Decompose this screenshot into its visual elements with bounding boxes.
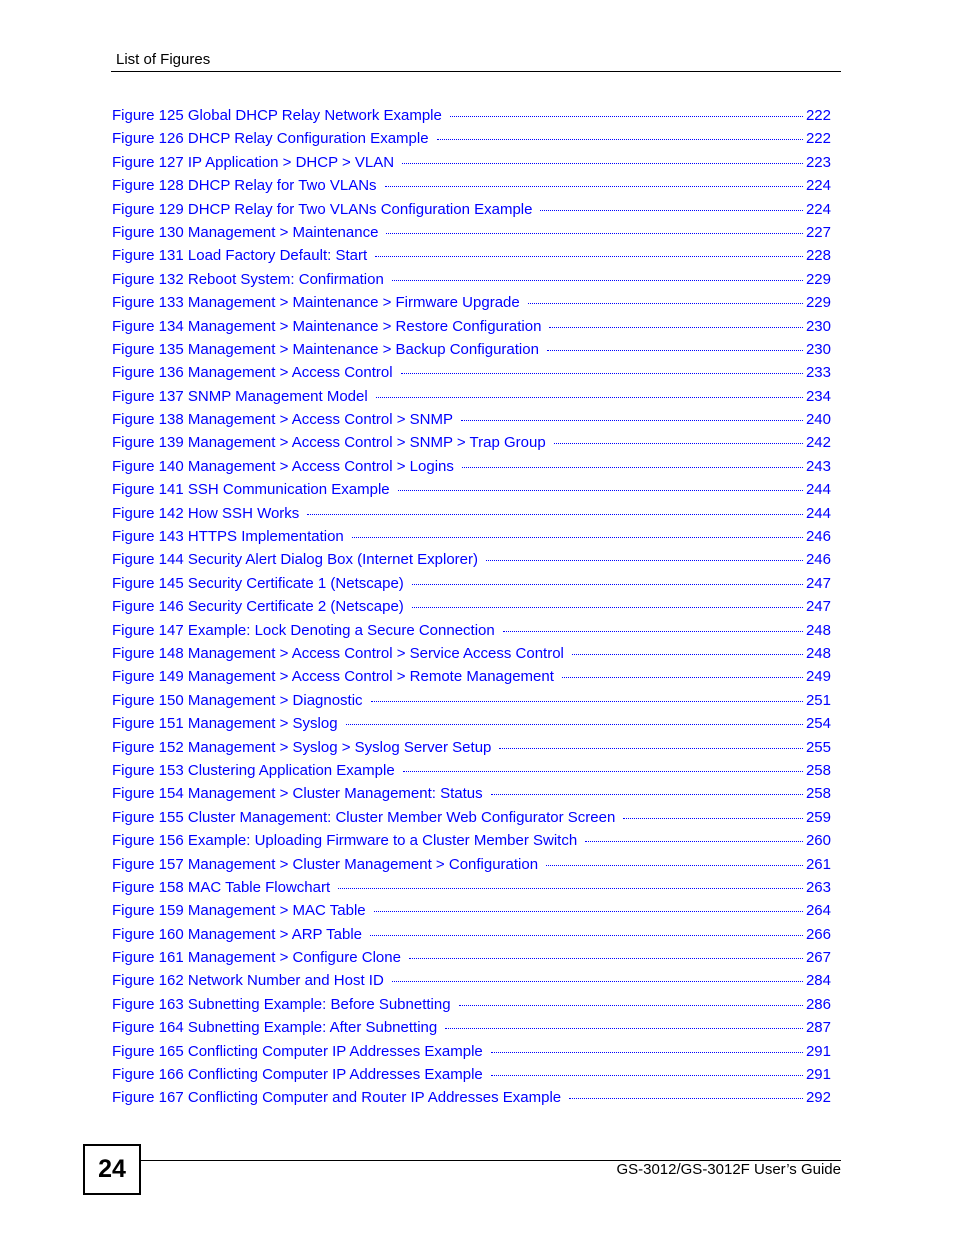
figure-title: Figure 165 Conflicting Computer IP Addresses Example xyxy=(112,1042,483,1060)
figure-title: Figure 152 Management > Syslog > Syslog Server Setup xyxy=(112,738,492,756)
figure-page-number: 223 xyxy=(805,153,831,171)
figure-page-number: 251 xyxy=(805,691,831,709)
dot-leader xyxy=(375,255,803,257)
figure-page-number: 249 xyxy=(805,668,831,686)
header-title: List of Figures xyxy=(116,51,211,68)
dot-leader xyxy=(403,770,803,772)
figure-page-number: 287 xyxy=(805,1019,831,1037)
dot-leader xyxy=(385,185,803,187)
figure-title: Figure 163 Subnetting Example: Before Subnetting xyxy=(112,995,451,1013)
figure-title: Figure 129 DHCP Relay for Two VLANs Configuration Example xyxy=(112,200,533,218)
figure-page-number: 255 xyxy=(805,738,831,756)
dot-leader xyxy=(572,653,803,655)
figure-link[interactable] xyxy=(112,174,831,197)
figure-title: Figure 131 Load Factory Default: Start xyxy=(112,247,368,265)
figure-title: Figure 151 Management > Syslog xyxy=(112,715,338,733)
figure-page-number: 242 xyxy=(805,434,831,452)
figure-link[interactable] xyxy=(112,853,831,876)
figure-page-number: 228 xyxy=(805,247,831,265)
figure-page-number: 267 xyxy=(805,949,831,967)
figure-page-number: 248 xyxy=(805,621,831,639)
dot-leader xyxy=(503,630,803,632)
figure-link[interactable] xyxy=(112,151,831,174)
figure-title: Figure 130 Management > Maintenance xyxy=(112,223,379,241)
dot-leader xyxy=(352,536,803,538)
figure-page-number: 254 xyxy=(805,715,831,733)
dot-leader xyxy=(462,466,803,468)
figure-title: Figure 149 Management > Access Control > Remote Management xyxy=(112,668,554,686)
figure-link[interactable] xyxy=(112,291,831,314)
figure-page-number: 258 xyxy=(805,785,831,803)
figure-link[interactable] xyxy=(112,619,831,642)
figure-page-number: 247 xyxy=(805,598,831,616)
figure-title: Figure 136 Management > Access Control xyxy=(112,364,393,382)
figure-link[interactable] xyxy=(112,244,831,267)
figure-link[interactable] xyxy=(112,829,831,852)
figure-page-number: 291 xyxy=(805,1042,831,1060)
figure-link[interactable] xyxy=(112,198,831,221)
figure-link[interactable] xyxy=(112,548,831,571)
figure-link[interactable] xyxy=(112,969,831,992)
figure-title: Figure 157 Management > Cluster Management > Configuration xyxy=(112,855,539,873)
figure-link[interactable] xyxy=(112,268,831,291)
figure-title: Figure 143 HTTPS Implementation xyxy=(112,528,344,546)
figure-page-number: 246 xyxy=(805,528,831,546)
figure-link[interactable] xyxy=(112,876,831,899)
figure-link[interactable] xyxy=(112,431,831,454)
figure-title: Figure 167 Conflicting Computer and Router IP Addresses Example xyxy=(112,1089,562,1107)
dot-leader xyxy=(412,583,803,585)
dot-leader xyxy=(499,747,803,749)
dot-leader xyxy=(569,1097,803,1099)
figure-link[interactable] xyxy=(112,1016,831,1039)
dot-leader xyxy=(554,442,803,444)
page-number: 24 xyxy=(83,1144,141,1195)
figure-title: Figure 138 Management > Access Control > SNMP xyxy=(112,411,454,429)
figure-page-number: 229 xyxy=(805,270,831,288)
figure-link[interactable] xyxy=(112,923,831,946)
figure-link[interactable] xyxy=(112,104,831,127)
figure-title: Figure 155 Cluster Management: Cluster Member Web Configurator Screen xyxy=(112,808,616,826)
dot-leader xyxy=(450,115,803,117)
figure-title: Figure 128 DHCP Relay for Two VLANs xyxy=(112,177,377,195)
figure-link[interactable] xyxy=(112,946,831,969)
figure-page-number: 263 xyxy=(805,878,831,896)
figure-page-number: 246 xyxy=(805,551,831,569)
figure-title: Figure 133 Management > Maintenance > Firmware Upgrade xyxy=(112,294,520,312)
dot-leader xyxy=(585,840,803,842)
dot-leader xyxy=(401,372,803,374)
figure-title: Figure 156 Example: Uploading Firmware to a Cluster Member Switch xyxy=(112,832,578,850)
figure-link[interactable] xyxy=(112,361,831,384)
dot-leader xyxy=(402,162,803,164)
dot-leader xyxy=(374,910,803,912)
figure-page-number: 243 xyxy=(805,457,831,475)
guide-title: GS-3012/GS-3012F User’s Guide xyxy=(616,1161,841,1178)
figure-page-number: 234 xyxy=(805,387,831,405)
figure-page-number: 224 xyxy=(805,177,831,195)
dot-leader xyxy=(392,980,803,982)
figure-link[interactable] xyxy=(112,408,831,431)
figure-page-number: 230 xyxy=(805,317,831,335)
dot-leader xyxy=(540,209,802,211)
figure-title: Figure 125 Global DHCP Relay Network Example xyxy=(112,107,442,124)
figure-page-number: 286 xyxy=(805,995,831,1013)
figure-link[interactable] xyxy=(112,127,831,150)
figure-title: Figure 147 Example: Lock Denoting a Secure Connection xyxy=(112,621,495,639)
figure-page-number: 266 xyxy=(805,925,831,943)
figure-link[interactable] xyxy=(112,315,831,338)
figure-page-number: 284 xyxy=(805,972,831,990)
dot-leader xyxy=(370,934,803,936)
dot-leader xyxy=(549,326,803,328)
figure-link[interactable] xyxy=(112,385,831,408)
dot-leader xyxy=(307,513,803,515)
figure-page-number: 247 xyxy=(805,574,831,592)
dot-leader xyxy=(623,817,803,819)
dot-leader xyxy=(409,957,803,959)
dot-leader xyxy=(346,723,803,725)
dot-leader xyxy=(491,1074,803,1076)
figure-link[interactable] xyxy=(112,221,831,244)
figure-title: Figure 162 Network Number and Host ID xyxy=(112,972,384,990)
figure-page-number: 224 xyxy=(805,200,831,218)
dot-leader xyxy=(445,1027,803,1029)
dot-leader xyxy=(491,1051,803,1053)
figure-link[interactable] xyxy=(112,993,831,1016)
dot-leader xyxy=(546,864,803,866)
figure-page-number: 258 xyxy=(805,761,831,779)
figure-page-number: 248 xyxy=(805,644,831,662)
figure-link[interactable] xyxy=(112,1040,831,1063)
dot-leader xyxy=(371,700,803,702)
figure-link[interactable] xyxy=(112,502,831,525)
dot-leader xyxy=(412,606,803,608)
figure-title: Figure 154 Management > Cluster Management: Status xyxy=(112,785,483,803)
dot-leader xyxy=(528,302,803,304)
figure-title: Figure 139 Management > Access Control > SNMP > Trap Group xyxy=(112,434,546,452)
figure-page-number: 264 xyxy=(805,902,831,920)
figure-link[interactable] xyxy=(112,665,831,688)
figure-link[interactable] xyxy=(112,642,831,665)
figure-page-number: 222 xyxy=(805,107,831,124)
figure-link[interactable] xyxy=(112,899,831,922)
figure-page-number: 291 xyxy=(805,1066,831,1084)
figure-title: Figure 132 Reboot System: Confirmation xyxy=(112,270,384,288)
dot-leader xyxy=(461,419,803,421)
figure-title: Figure 137 SNMP Management Model xyxy=(112,387,368,405)
figure-link[interactable] xyxy=(112,806,831,829)
figure-page-number: 240 xyxy=(805,411,831,429)
figure-title: Figure 153 Clustering Application Example xyxy=(112,761,395,779)
figure-title: Figure 148 Management > Access Control > Service Access Control xyxy=(112,644,564,662)
figure-page-number: 259 xyxy=(805,808,831,826)
figure-title: Figure 141 SSH Communication Example xyxy=(112,481,390,499)
figure-link[interactable] xyxy=(112,1063,831,1086)
header-rule xyxy=(111,71,841,72)
figure-link[interactable] xyxy=(112,525,831,548)
figure-title: Figure 158 MAC Table Flowchart xyxy=(112,878,331,896)
figure-link[interactable] xyxy=(112,782,831,805)
figure-link[interactable] xyxy=(112,1086,831,1109)
figure-title: Figure 140 Management > Access Control > Logins xyxy=(112,457,454,475)
dot-leader xyxy=(398,489,803,491)
figure-link[interactable] xyxy=(112,572,831,595)
dot-leader xyxy=(459,1004,803,1006)
figure-page-number: 230 xyxy=(805,340,831,358)
figure-link[interactable] xyxy=(112,478,831,501)
figure-page-number: 261 xyxy=(805,855,831,873)
figure-title: Figure 126 DHCP Relay Configuration Example xyxy=(112,130,429,148)
figure-link[interactable] xyxy=(112,689,831,712)
figure-title: Figure 161 Management > Configure Clone xyxy=(112,949,401,967)
dot-leader xyxy=(547,349,803,351)
figure-page-number: 222 xyxy=(805,130,831,148)
figure-page-number: 292 xyxy=(805,1089,831,1107)
figure-link[interactable] xyxy=(112,759,831,782)
dot-leader xyxy=(376,396,803,398)
figure-title: Figure 160 Management > ARP Table xyxy=(112,925,363,943)
dot-leader xyxy=(386,232,803,234)
figure-title: Figure 159 Management > MAC Table xyxy=(112,902,366,920)
figure-title: Figure 166 Conflicting Computer IP Addresses Example xyxy=(112,1066,483,1084)
figure-page-number: 233 xyxy=(805,364,831,382)
figure-link[interactable] xyxy=(112,595,831,618)
dot-leader xyxy=(486,559,803,561)
dot-leader xyxy=(392,279,803,281)
figure-page-number: 244 xyxy=(805,481,831,499)
dot-leader xyxy=(562,676,803,678)
figure-page-number: 229 xyxy=(805,294,831,312)
figure-title: Figure 127 IP Application > DHCP > VLAN xyxy=(112,153,395,171)
figure-link[interactable] xyxy=(112,338,831,361)
figure-page-number: 227 xyxy=(805,223,831,241)
figure-page-number: 244 xyxy=(805,504,831,522)
dot-leader xyxy=(338,887,803,889)
figure-link[interactable] xyxy=(112,455,831,478)
figure-title: Figure 134 Management > Maintenance > Restore Configuration xyxy=(112,317,542,335)
figure-list xyxy=(112,104,831,1110)
figure-page-number: 260 xyxy=(805,832,831,850)
figure-title: Figure 146 Security Certificate 2 (Netscape) xyxy=(112,598,404,616)
figure-title: Figure 142 How SSH Works xyxy=(112,504,300,522)
figure-title: Figure 135 Management > Maintenance > Backup Configuration xyxy=(112,340,539,358)
figure-title: Figure 164 Subnetting Example: After Subnetting xyxy=(112,1019,438,1037)
figure-link[interactable] xyxy=(112,712,831,735)
figure-title: Figure 144 Security Alert Dialog Box (Internet Explorer) xyxy=(112,551,478,569)
figure-title: Figure 150 Management > Diagnostic xyxy=(112,691,363,709)
dot-leader xyxy=(491,793,803,795)
figure-title: Figure 145 Security Certificate 1 (Netscape) xyxy=(112,574,404,592)
figure-link[interactable] xyxy=(112,736,831,759)
dot-leader xyxy=(437,138,803,140)
